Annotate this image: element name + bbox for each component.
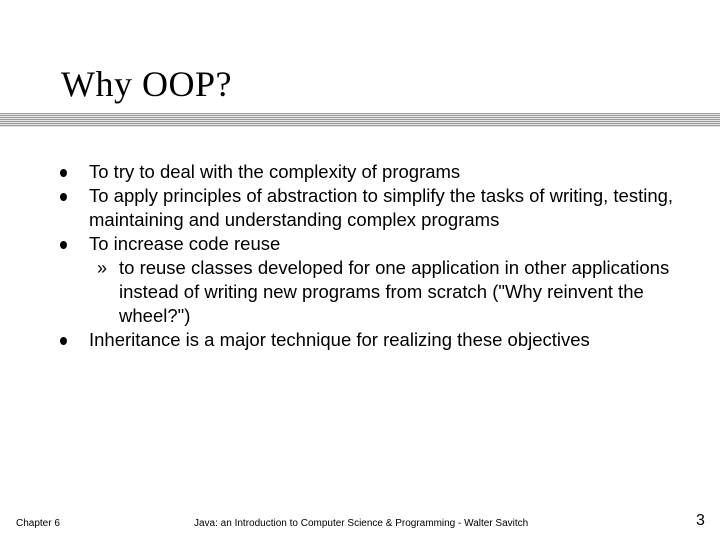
- bullet-item: [60, 232, 700, 328]
- bullet-text: To increase code reuse: [89, 233, 281, 254]
- footer-book-title: Java: an Introduction to Computer Science & Programming - Walter Savitch: [194, 518, 529, 529]
- bullet-text: To try to deal with the complexity of programs: [89, 161, 461, 182]
- footer-chapter: Chapter 6: [16, 518, 60, 529]
- bullet-text: Inheritance is a major technique for realizing these objectives: [89, 329, 590, 350]
- bullet-text: To apply principles of abstraction to simplify the tasks of writing, testing, maintaining and understanding complex programs: [89, 185, 674, 230]
- bullet-dot-icon: [60, 193, 67, 201]
- sub-bullet-list: [89, 256, 700, 328]
- bullet-list: [60, 160, 700, 352]
- title-underline-rule: [0, 113, 720, 127]
- bullet-item: [60, 184, 700, 232]
- bullet-dot-icon: [60, 337, 67, 345]
- bullet-dot-icon: [60, 169, 67, 177]
- bullet-item: [60, 160, 700, 184]
- bullet-item: [60, 328, 700, 352]
- slide-title: Why OOP?: [61, 64, 232, 104]
- bullet-dot-icon: [60, 241, 67, 249]
- sub-bullet-marker-icon: »: [97, 258, 108, 278]
- footer-page-number: 3: [696, 512, 705, 529]
- sub-bullet-item: [89, 256, 700, 328]
- sub-bullet-text: to reuse classes developed for one application in other applications instead of writing new programs from scratch ("Why reinvent the wheel?"): [119, 257, 670, 326]
